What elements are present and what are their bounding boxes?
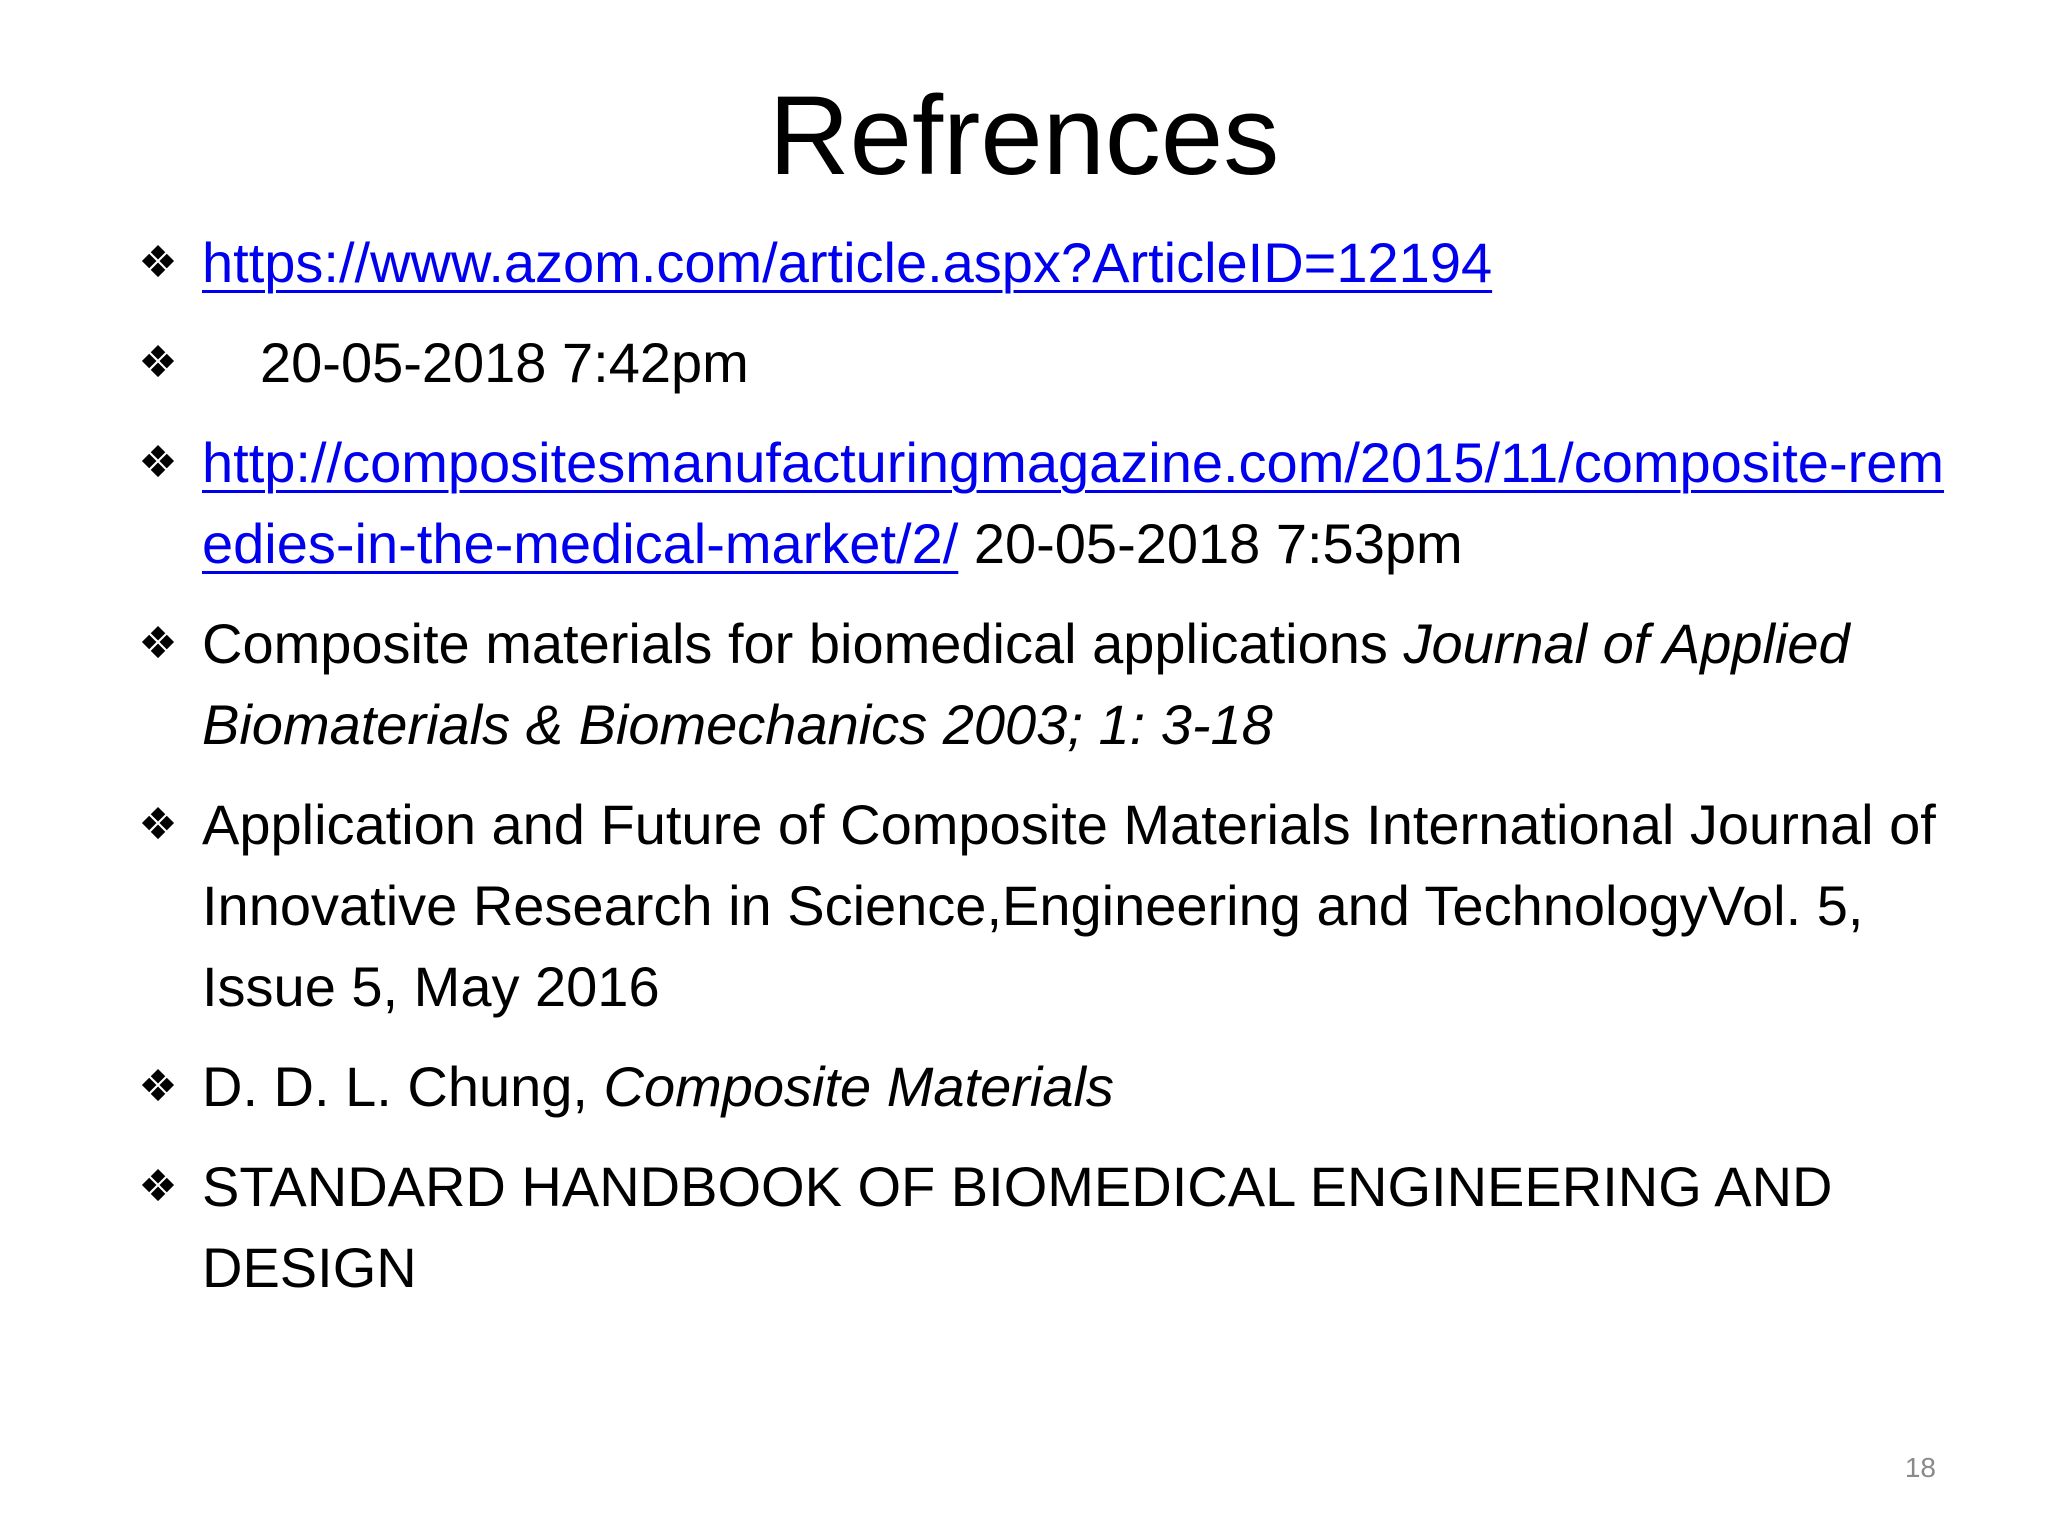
diamond-quad-bullet-icon: ❖ (138, 1161, 178, 1212)
reference-item (130, 222, 1960, 303)
reference-text: Composite materials for biomedical applications (202, 612, 1404, 675)
reference-book-title: Composite Materials (603, 1055, 1114, 1118)
reference-link[interactable]: https://www.azom.com/article.aspx?ArticleID=12194 (202, 231, 1493, 294)
diamond-quad-bullet-icon: ❖ (138, 237, 178, 288)
page-number: 18 (1904, 1452, 1936, 1483)
reference-item (130, 322, 1960, 403)
reference-item (130, 603, 1960, 765)
reference-text: D. D. L. Chung, (202, 1055, 604, 1118)
diamond-quad-bullet-icon: ❖ (138, 337, 178, 388)
diamond-quad-bullet-icon: ❖ (138, 799, 178, 850)
diamond-quad-bullet-icon: ❖ (138, 1061, 178, 1112)
reference-list (130, 222, 1960, 1327)
diamond-quad-bullet-icon: ❖ (138, 618, 178, 669)
reference-timestamp: 20-05-2018 7:53pm (973, 512, 1463, 575)
reference-link[interactable]: http://compositesmanufacturingmagazine.com/2015/11/composite-remedies-in-the-medical-market/2/ (202, 431, 1945, 575)
diamond-quad-bullet-icon: ❖ (138, 437, 178, 488)
reference-text: STANDARD HANDBOOK OF BIOMEDICAL ENGINEERING AND DESIGN (202, 1155, 1833, 1299)
reference-item (130, 784, 1960, 1027)
reference-item (130, 1146, 1960, 1308)
reference-text: Application and Future of Composite Materials International Journal of Innovative Research in Science,Engineering and TechnologyVol. 5, Issue 5, May 2016 (202, 793, 1936, 1018)
reference-timestamp: 20-05-2018 7:42pm (260, 331, 749, 394)
reference-item (130, 1046, 1960, 1127)
slide-title: Refrences (768, 73, 1280, 198)
reference-item (130, 422, 1960, 584)
reference-journal: Journal of Applied Biomaterials & Biomechanics 2003; 1: 3-18 (202, 612, 1850, 756)
